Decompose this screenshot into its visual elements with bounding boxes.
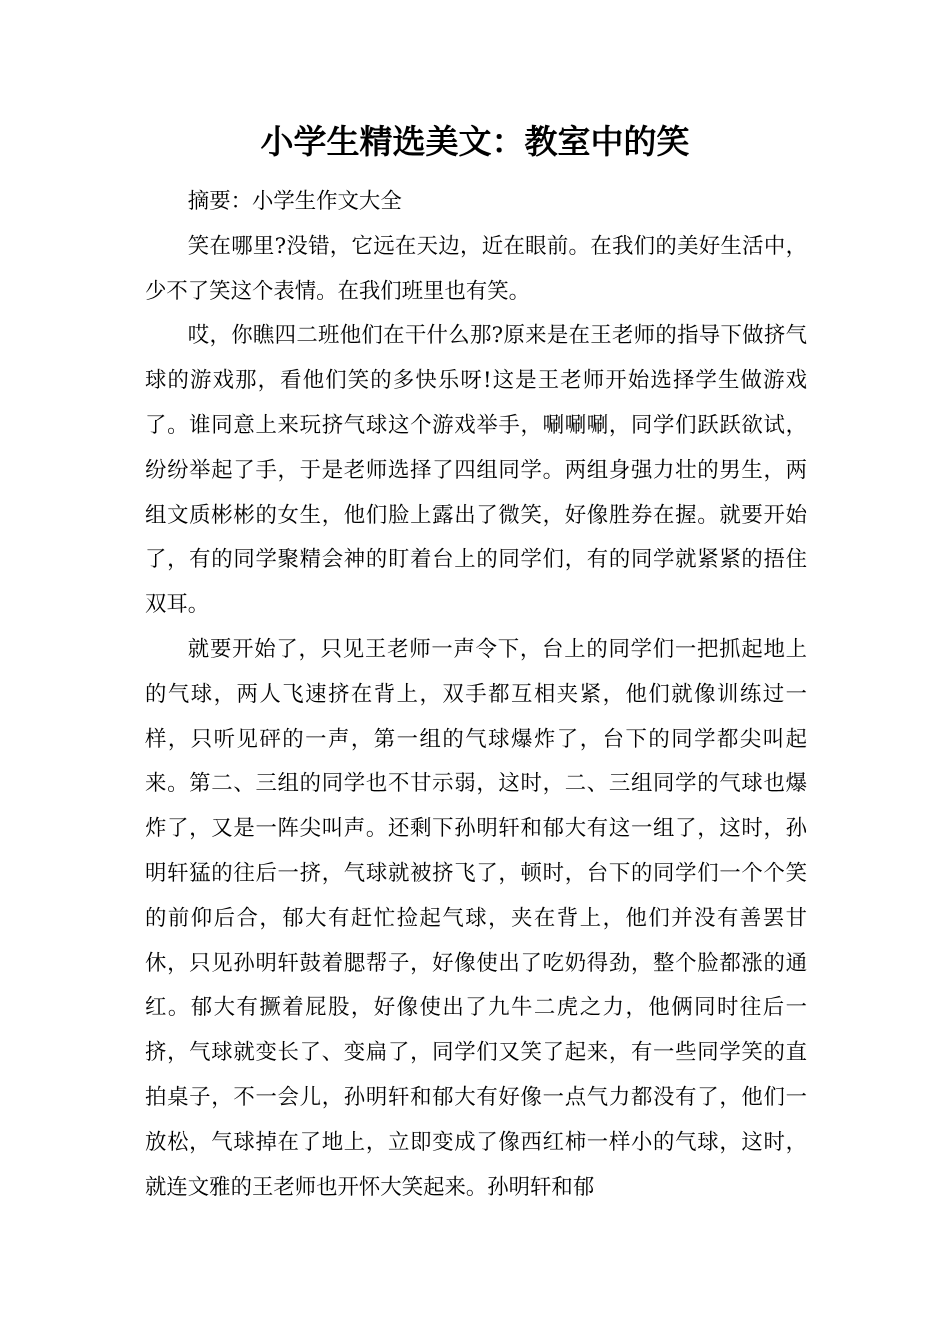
document-body <box>145 180 807 1210</box>
body-paragraph: 哎，你瞧四二班他们在干什么那?原来是在王老师的指导下做挤气球的游戏那，看他们笑的多快乐呀!这是王老师开始选择学生做游戏了。谁同意上来玩挤气球这个游戏举手，唰唰唰，同学们跃跃欲试，纷纷举起了手，于是老师选择了四组同学。两组身强力壮的男生，两组文质彬彬的女生，他们脸上露出了微笑，好像胜券在握。就要开始了，有的同学聚精会神的盯着台上的同学们，有的同学就紧紧的捂住双耳。 <box>145 323 807 618</box>
document-title: 小学生精选美文：教室中的笑 <box>260 122 690 161</box>
abstract-paragraph: 摘要：小学生作文大全 <box>187 189 402 214</box>
body-paragraph: 就要开始了，只见王老师一声令下，台上的同学们一把抓起地上的气球，两人飞速挤在背上，双手都互相夹紧，他们就像训练过一样，只听见砰的一声，第一组的气球爆炸了，台下的同学都尖叫起来。第二、三组的同学也不甘示弱，这时，二、三组同学的气球也爆炸了，又是一阵尖叫声。还剩下孙明轩和郁大有这一组了，这时，孙明轩猛的往后一挤，气球就被挤飞了，顿时，台下的同学们一个个笑的前仰后合，郁大有赶忙捡起气球，夹在背上，他们并没有善罢甘休，只见孙明轩鼓着腮帮子，好像使出了吃奶得劲，整个脸都涨的通红。郁大有撅着屁股，好像使出了九牛二虎之力，他俩同时往后一挤，气球就变长了、变扁了，同学们又笑了起来，有一些同学笑的直拍桌子，不一会儿，孙明轩和郁大有好像一点气力都没有了，他们一放松，气球掉在了地上，立即变成了像西红柿一样小的气球，这时，就连文雅的王老师也开怀大笑起来。孙明轩和郁 <box>145 636 807 1200</box>
body-paragraph: 笑在哪里?没错，它远在天边，近在眼前。在我们的美好生活中，少不了笑这个表情。在我们班里也有笑。 <box>145 233 807 304</box>
